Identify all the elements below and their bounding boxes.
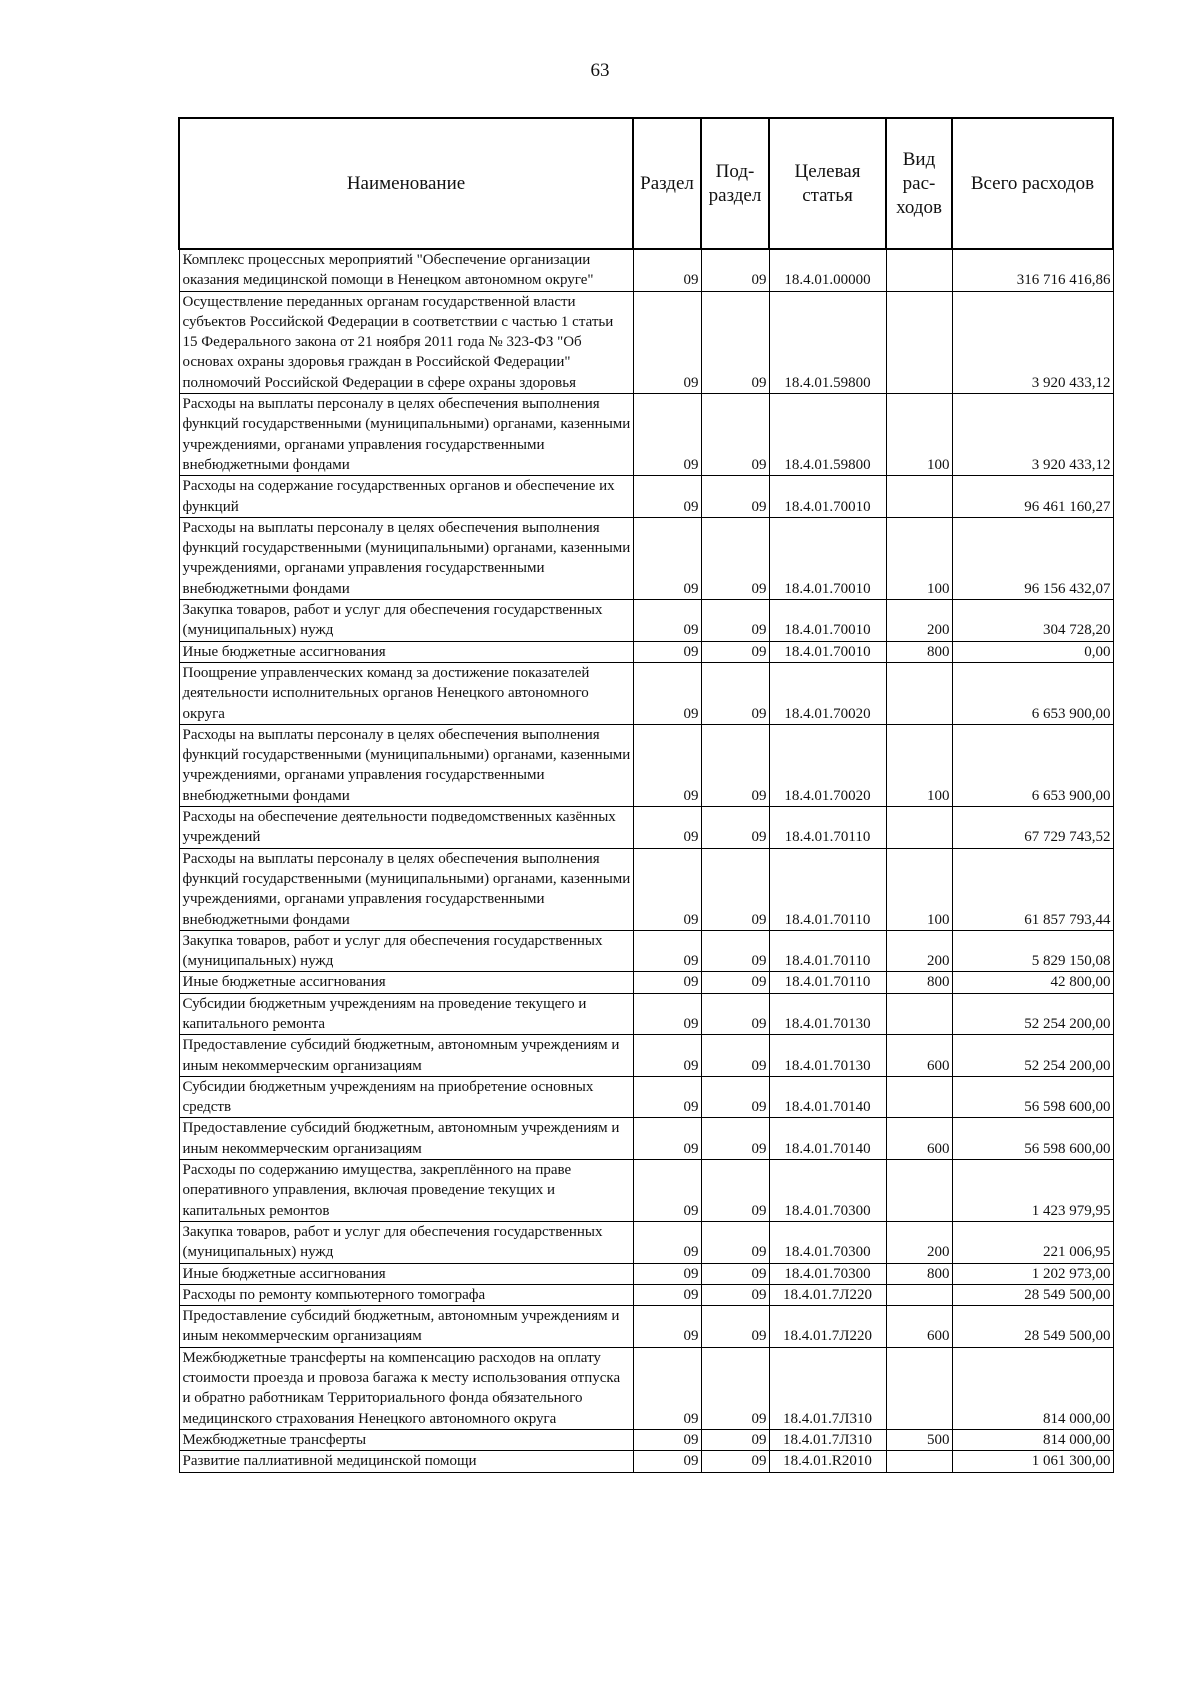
cell-name: Поощрение управленческих команд за достижение показателей деятельности исполнительных органов Ненецкого автономного округа <box>179 662 633 724</box>
cell-name: Иные бюджетные ассигнования <box>179 641 633 662</box>
cell-total: 221 006,95 <box>952 1221 1113 1263</box>
header-name: Наименование <box>179 118 633 249</box>
table-row <box>179 930 1113 972</box>
cell-target: 18.4.01.70010 <box>769 641 886 662</box>
table-row <box>179 807 1113 849</box>
cell-total: 61 857 793,44 <box>952 848 1113 930</box>
header-target: Целевая статья <box>769 118 886 249</box>
cell-total: 28 549 500,00 <box>952 1306 1113 1348</box>
table-row <box>179 1347 1113 1429</box>
cell-name: Иные бюджетные ассигнования <box>179 1263 633 1284</box>
cell-total: 52 254 200,00 <box>952 1035 1113 1077</box>
cell-subsection: 09 <box>701 930 769 972</box>
cell-section: 09 <box>633 1076 701 1118</box>
cell-name: Расходы на выплаты персоналу в целях обеспечения выполнения функций государственными (муниципальными) органами, казенными учреждениями, органами управления государственными внебюджетными фондами <box>179 517 633 599</box>
cell-section: 09 <box>633 1160 701 1222</box>
table-row <box>179 1035 1113 1077</box>
cell-subsection: 09 <box>701 1429 769 1450</box>
cell-target: 18.4.01.7Л220 <box>769 1306 886 1348</box>
cell-subsection: 09 <box>701 517 769 599</box>
cell-name: Расходы на выплаты персоналу в целях обеспечения выполнения функций государственными (муниципальными) органами, казенными учреждениями, органами управления государственными внебюджетными фондами <box>179 724 633 806</box>
table-row <box>179 1284 1113 1305</box>
header-total: Всего расходов <box>952 118 1113 249</box>
cell-total: 56 598 600,00 <box>952 1076 1113 1118</box>
cell-kind <box>886 1160 952 1222</box>
cell-name: Расходы на выплаты персоналу в целях обеспечения выполнения функций государственными (муниципальными) органами, казенными учреждениями, органами управления государственными внебюджетными фондами <box>179 848 633 930</box>
cell-target: 18.4.01.70010 <box>769 476 886 518</box>
cell-section: 09 <box>633 807 701 849</box>
table-row <box>179 1221 1113 1263</box>
cell-total: 6 653 900,00 <box>952 662 1113 724</box>
cell-subsection: 09 <box>701 662 769 724</box>
cell-target: 18.4.01.70110 <box>769 930 886 972</box>
cell-section: 09 <box>633 848 701 930</box>
cell-subsection: 09 <box>701 1451 769 1472</box>
cell-subsection: 09 <box>701 1160 769 1222</box>
cell-subsection: 09 <box>701 1076 769 1118</box>
cell-total: 3 920 433,12 <box>952 394 1113 476</box>
cell-section: 09 <box>633 1118 701 1160</box>
cell-total: 1 202 973,00 <box>952 1263 1113 1284</box>
cell-kind: 200 <box>886 930 952 972</box>
table-row <box>179 1076 1113 1118</box>
cell-section: 09 <box>633 291 701 393</box>
cell-kind: 200 <box>886 600 952 642</box>
cell-total: 96 156 432,07 <box>952 517 1113 599</box>
cell-name: Иные бюджетные ассигнования <box>179 972 633 993</box>
table-row <box>179 1118 1113 1160</box>
cell-name: Предоставление субсидий бюджетным, автономным учреждениям и иным некоммерческим организациям <box>179 1118 633 1160</box>
cell-name: Расходы по ремонту компьютерного томографа <box>179 1284 633 1305</box>
table-body <box>179 249 1113 1472</box>
cell-total: 1 061 300,00 <box>952 1451 1113 1472</box>
table-row <box>179 394 1113 476</box>
cell-subsection: 09 <box>701 1035 769 1077</box>
cell-name: Субсидии бюджетным учреждениям на проведение текущего и капитального ремонта <box>179 993 633 1035</box>
cell-kind: 800 <box>886 641 952 662</box>
cell-total: 304 728,20 <box>952 600 1113 642</box>
cell-name: Расходы по содержанию имущества, закреплённого на праве оперативного управления, включая проведение текущих и капитальных ремонтов <box>179 1160 633 1222</box>
cell-kind: 600 <box>886 1118 952 1160</box>
cell-target: 18.4.01.70300 <box>769 1221 886 1263</box>
cell-subsection: 09 <box>701 1306 769 1348</box>
cell-target: 18.4.01.70110 <box>769 807 886 849</box>
budget-table <box>178 117 1114 1473</box>
cell-kind: 100 <box>886 394 952 476</box>
header-kind: Вид рас- ходов <box>886 118 952 249</box>
cell-total: 56 598 600,00 <box>952 1118 1113 1160</box>
cell-kind <box>886 1347 952 1429</box>
cell-name: Межбюджетные трансферты <box>179 1429 633 1450</box>
table-row <box>179 291 1113 393</box>
table-row <box>179 1263 1113 1284</box>
cell-subsection: 09 <box>701 807 769 849</box>
cell-subsection: 09 <box>701 1347 769 1429</box>
cell-section: 09 <box>633 1306 701 1348</box>
table-row <box>179 641 1113 662</box>
cell-kind: 100 <box>886 724 952 806</box>
cell-subsection: 09 <box>701 848 769 930</box>
cell-kind <box>886 291 952 393</box>
cell-kind <box>886 249 952 291</box>
cell-subsection: 09 <box>701 291 769 393</box>
cell-kind <box>886 476 952 518</box>
cell-subsection: 09 <box>701 1284 769 1305</box>
cell-subsection: 09 <box>701 641 769 662</box>
table-header-row <box>179 118 1113 249</box>
cell-total: 28 549 500,00 <box>952 1284 1113 1305</box>
cell-name: Предоставление субсидий бюджетным, автономным учреждениям и иным некоммерческим организациям <box>179 1306 633 1348</box>
cell-name: Закупка товаров, работ и услуг для обеспечения государственных (муниципальных) нужд <box>179 600 633 642</box>
cell-kind: 800 <box>886 1263 952 1284</box>
table-row <box>179 972 1113 993</box>
cell-subsection: 09 <box>701 1118 769 1160</box>
table-row <box>179 476 1113 518</box>
cell-total: 96 461 160,27 <box>952 476 1113 518</box>
cell-total: 814 000,00 <box>952 1429 1113 1450</box>
cell-kind: 800 <box>886 972 952 993</box>
cell-section: 09 <box>633 1035 701 1077</box>
cell-kind <box>886 1076 952 1118</box>
cell-total: 42 800,00 <box>952 972 1113 993</box>
cell-total: 1 423 979,95 <box>952 1160 1113 1222</box>
cell-name: Межбюджетные трансферты на компенсацию расходов на оплату стоимости проезда и провоза багажа к месту использования отпуска и обратно работникам Территориального фонда обязательного медицинского страхования Ненецкого автономного округа <box>179 1347 633 1429</box>
table-row <box>179 662 1113 724</box>
cell-total: 814 000,00 <box>952 1347 1113 1429</box>
cell-section: 09 <box>633 972 701 993</box>
table-row <box>179 249 1113 291</box>
cell-name: Предоставление субсидий бюджетным, автономным учреждениям и иным некоммерческим организациям <box>179 1035 633 1077</box>
cell-name: Осуществление переданных органам государственной власти субъектов Российской Федерации в соответствии с частью 1 статьи 15 Федерального закона от 21 ноября 2011 года № 323-ФЗ "Об основах охраны здоровья граждан в Российской Федерации" полномочий Российской Федерации в сфере охраны здоровья <box>179 291 633 393</box>
cell-section: 09 <box>633 1347 701 1429</box>
cell-subsection: 09 <box>701 972 769 993</box>
header-subsection: Под- раздел <box>701 118 769 249</box>
cell-total: 3 920 433,12 <box>952 291 1113 393</box>
cell-section: 09 <box>633 600 701 642</box>
cell-kind: 600 <box>886 1306 952 1348</box>
cell-subsection: 09 <box>701 476 769 518</box>
table-row <box>179 1306 1113 1348</box>
cell-subsection: 09 <box>701 394 769 476</box>
cell-section: 09 <box>633 1221 701 1263</box>
cell-section: 09 <box>633 662 701 724</box>
cell-target: 18.4.01.7Л220 <box>769 1284 886 1305</box>
cell-total: 316 716 416,86 <box>952 249 1113 291</box>
cell-subsection: 09 <box>701 600 769 642</box>
cell-target: 18.4.01.R2010 <box>769 1451 886 1472</box>
cell-target: 18.4.01.70110 <box>769 972 886 993</box>
cell-target: 18.4.01.00000 <box>769 249 886 291</box>
cell-target: 18.4.01.70140 <box>769 1118 886 1160</box>
cell-total: 67 729 743,52 <box>952 807 1113 849</box>
cell-name: Расходы на содержание государственных органов и обеспечение их функций <box>179 476 633 518</box>
cell-kind: 100 <box>886 517 952 599</box>
cell-kind <box>886 807 952 849</box>
cell-kind: 500 <box>886 1429 952 1450</box>
cell-subsection: 09 <box>701 993 769 1035</box>
cell-name: Комплекс процессных мероприятий "Обеспечение организации оказания медицинской помощи в Ненецком автономном округе" <box>179 249 633 291</box>
cell-target: 18.4.01.70130 <box>769 1035 886 1077</box>
table-row <box>179 517 1113 599</box>
cell-kind: 200 <box>886 1221 952 1263</box>
cell-kind: 100 <box>886 848 952 930</box>
cell-target: 18.4.01.59800 <box>769 291 886 393</box>
table-row <box>179 1429 1113 1450</box>
cell-name: Расходы на обеспечение деятельности подведомственных казённых учреждений <box>179 807 633 849</box>
cell-kind <box>886 1284 952 1305</box>
cell-name: Закупка товаров, работ и услуг для обеспечения государственных (муниципальных) нужд <box>179 1221 633 1263</box>
cell-section: 09 <box>633 724 701 806</box>
table-row <box>179 993 1113 1035</box>
cell-target: 18.4.01.70010 <box>769 600 886 642</box>
cell-section: 09 <box>633 641 701 662</box>
table-row <box>179 1160 1113 1222</box>
cell-total: 0,00 <box>952 641 1113 662</box>
cell-name: Субсидии бюджетным учреждениям на приобретение основных средств <box>179 1076 633 1118</box>
cell-kind <box>886 1451 952 1472</box>
cell-section: 09 <box>633 517 701 599</box>
cell-total: 5 829 150,08 <box>952 930 1113 972</box>
cell-target: 18.4.01.70110 <box>769 848 886 930</box>
cell-target: 18.4.01.70140 <box>769 1076 886 1118</box>
cell-target: 18.4.01.70010 <box>769 517 886 599</box>
cell-subsection: 09 <box>701 1221 769 1263</box>
table-row <box>179 848 1113 930</box>
cell-section: 09 <box>633 476 701 518</box>
cell-section: 09 <box>633 1263 701 1284</box>
header-section: Раздел <box>633 118 701 249</box>
cell-subsection: 09 <box>701 249 769 291</box>
cell-target: 18.4.01.70020 <box>769 662 886 724</box>
cell-section: 09 <box>633 394 701 476</box>
cell-kind <box>886 993 952 1035</box>
cell-target: 18.4.01.70130 <box>769 993 886 1035</box>
cell-total: 52 254 200,00 <box>952 993 1113 1035</box>
table-row <box>179 600 1113 642</box>
cell-target: 18.4.01.70300 <box>769 1160 886 1222</box>
page-number: 63 <box>590 60 610 81</box>
table-row <box>179 724 1113 806</box>
cell-kind: 600 <box>886 1035 952 1077</box>
cell-name: Расходы на выплаты персоналу в целях обеспечения выполнения функций государственными (муниципальными) органами, казенными учреждениями, органами управления государственными внебюджетными фондами <box>179 394 633 476</box>
cell-section: 09 <box>633 1429 701 1450</box>
cell-kind <box>886 662 952 724</box>
cell-target: 18.4.01.59800 <box>769 394 886 476</box>
cell-subsection: 09 <box>701 1263 769 1284</box>
cell-section: 09 <box>633 1284 701 1305</box>
cell-target: 18.4.01.7Л310 <box>769 1347 886 1429</box>
cell-section: 09 <box>633 930 701 972</box>
cell-subsection: 09 <box>701 724 769 806</box>
cell-name: Закупка товаров, работ и услуг для обеспечения государственных (муниципальных) нужд <box>179 930 633 972</box>
cell-target: 18.4.01.7Л310 <box>769 1429 886 1450</box>
cell-target: 18.4.01.70020 <box>769 724 886 806</box>
table-row <box>179 1451 1113 1472</box>
cell-section: 09 <box>633 249 701 291</box>
cell-section: 09 <box>633 993 701 1035</box>
cell-target: 18.4.01.70300 <box>769 1263 886 1284</box>
cell-total: 6 653 900,00 <box>952 724 1113 806</box>
cell-name: Развитие паллиативной медицинской помощи <box>179 1451 633 1472</box>
cell-section: 09 <box>633 1451 701 1472</box>
